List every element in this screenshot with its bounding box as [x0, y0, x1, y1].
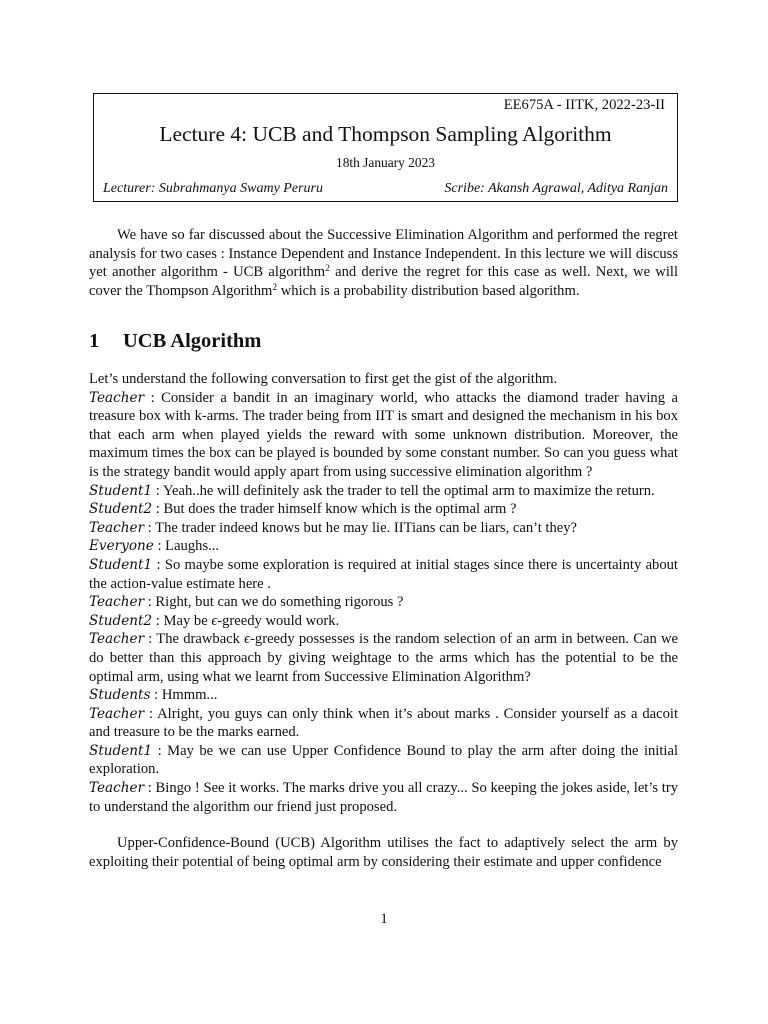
speaker-name: Students	[89, 687, 151, 704]
course-label: EE675A - IITK, 2022-23-II	[503, 97, 665, 113]
speaker-name: Student1	[89, 742, 153, 759]
dialogue-text: : Hmmm...	[150, 687, 218, 704]
section-title: UCB Algorithm	[123, 330, 262, 352]
speaker-name: Student2	[89, 501, 153, 518]
dialogue-text: : May be we can use Upper Confidence Bound to play the arm after doing the initial exploration.	[89, 742, 678, 778]
dialogue-text: : The trader indeed knows but he may lie. IITians can be liars, can’t they?	[144, 519, 578, 536]
dialogue-text: : So maybe some exploration is required at initial stages since there is uncertainty about the action-value estimate here .	[89, 556, 678, 592]
lecturer-name: Lecturer: Subrahmanya Swamy Peruru	[103, 181, 323, 196]
speaker-name: Teacher	[89, 594, 145, 611]
dialogue-line	[89, 742, 678, 779]
lecture-title: Lecture 4: UCB and Thompson Sampling Algorithm	[159, 122, 612, 146]
dialogue-text: : Laughs...	[153, 538, 220, 555]
lead-sentence: Let’s understand the following conversation to first get the gist of the algorithm.	[89, 371, 558, 387]
dialogue-text: : Right, but can we do something rigorous ?	[144, 594, 404, 611]
ucb-paragraph-text: Upper-Confidence-Bound (UCB) Algorithm utilises the fact to adaptively select the arm by exploiting their potential of being optimal arm by considering their estimate and upper confidence	[89, 835, 678, 870]
dialogue-text: : Alright, you guys can only think when it’s about marks . Consider yourself as a dacoit and treasure to be the marks earned.	[89, 705, 678, 741]
section-heading	[89, 328, 261, 354]
dialogue-line	[89, 556, 678, 593]
lecture-date: 18th January 2023	[336, 155, 435, 170]
dialogue-text: : May be	[152, 612, 212, 629]
speaker-name: Student1	[89, 482, 153, 499]
intro-paragraph	[89, 226, 678, 300]
speaker-name: Student1	[89, 556, 153, 573]
speaker-name: Teacher	[89, 631, 145, 648]
dialogue-text: -greedy would work.	[217, 612, 340, 629]
dialogue-line	[89, 686, 678, 705]
footnote-ref[interactable]: 2	[325, 264, 330, 275]
dialogue-line	[89, 705, 678, 742]
dialogue-line	[89, 519, 678, 538]
section-number: 1	[89, 330, 100, 352]
scribe-names: Scribe: Akansh Agrawal, Aditya Ranjan	[444, 181, 668, 196]
dialogue-block	[89, 370, 678, 816]
epsilon-symbol: ϵ	[244, 631, 251, 648]
speaker-name: Teacher	[89, 519, 145, 536]
intro-text-2: and derive the regret for this case as well. Next, we will cover the Thompson Algorithm	[89, 264, 679, 299]
speaker-name: Everyone	[89, 538, 154, 555]
dialogue-text: : Bingo ! See it works. The marks drive you all crazy... So keeping the jokes aside, let’s try to understand the algorithm our friend just proposed.	[89, 780, 678, 815]
dialogue-line	[89, 779, 678, 816]
dialogue-line	[89, 500, 678, 519]
dialogue-line	[89, 389, 678, 482]
footnote-ref[interactable]: 2	[272, 282, 278, 293]
epsilon-symbol: ϵ	[211, 612, 218, 629]
dialogue-text: : The drawback	[144, 631, 245, 648]
dialogue-text: : Consider a bandit in an imaginary world, who attacks the diamond trader having a treasure box with k-arms. The trader being from IIT is smart and designed the mechanism in his box that each arm when played yields the reward with some unknown distribution. Moreover, the maximum times the box can be played is bounded by some constant number. So can you guess what is the strategy bandit would apply apart from using successive elimination algorithm ?	[89, 389, 678, 480]
dialogue-line	[89, 593, 678, 612]
intro-text-1: We have so far discussed about the Successive Elimination Algorithm and performed the regret analysis for two cases : Instance Dependent and Instance Independent. In this lecture we will discuss yet another algorithm - UCB algorithm	[89, 227, 678, 281]
lecture-header-box	[93, 93, 678, 202]
dialogue-line	[89, 537, 678, 556]
intro-text-3: which is a probability distribution based algorithm.	[277, 282, 580, 299]
speaker-name: Teacher	[89, 705, 145, 722]
speaker-name: Teacher	[89, 389, 145, 406]
speaker-name: Student2	[89, 612, 153, 629]
ucb-paragraph	[89, 834, 678, 871]
dialogue-line	[89, 630, 678, 686]
dialogue-line	[89, 482, 678, 501]
dialogue-text: : Yeah..he will definitely ask the trader to tell the optimal arm to maximize the return.	[152, 482, 655, 499]
dialogue-text: : But does the trader himself know which is the optimal arm ?	[152, 501, 517, 518]
dialogue-text: -greedy possesses is the random selection of an arm in between. Can we do better than this approach by giving weightage to the arms which has the potential to be the optimal arm, using what we learnt from Successive Elimination Algorithm?	[89, 631, 678, 685]
speaker-name: Teacher	[89, 780, 145, 797]
dialogue-line	[89, 612, 678, 631]
page-number: 1	[380, 911, 388, 927]
